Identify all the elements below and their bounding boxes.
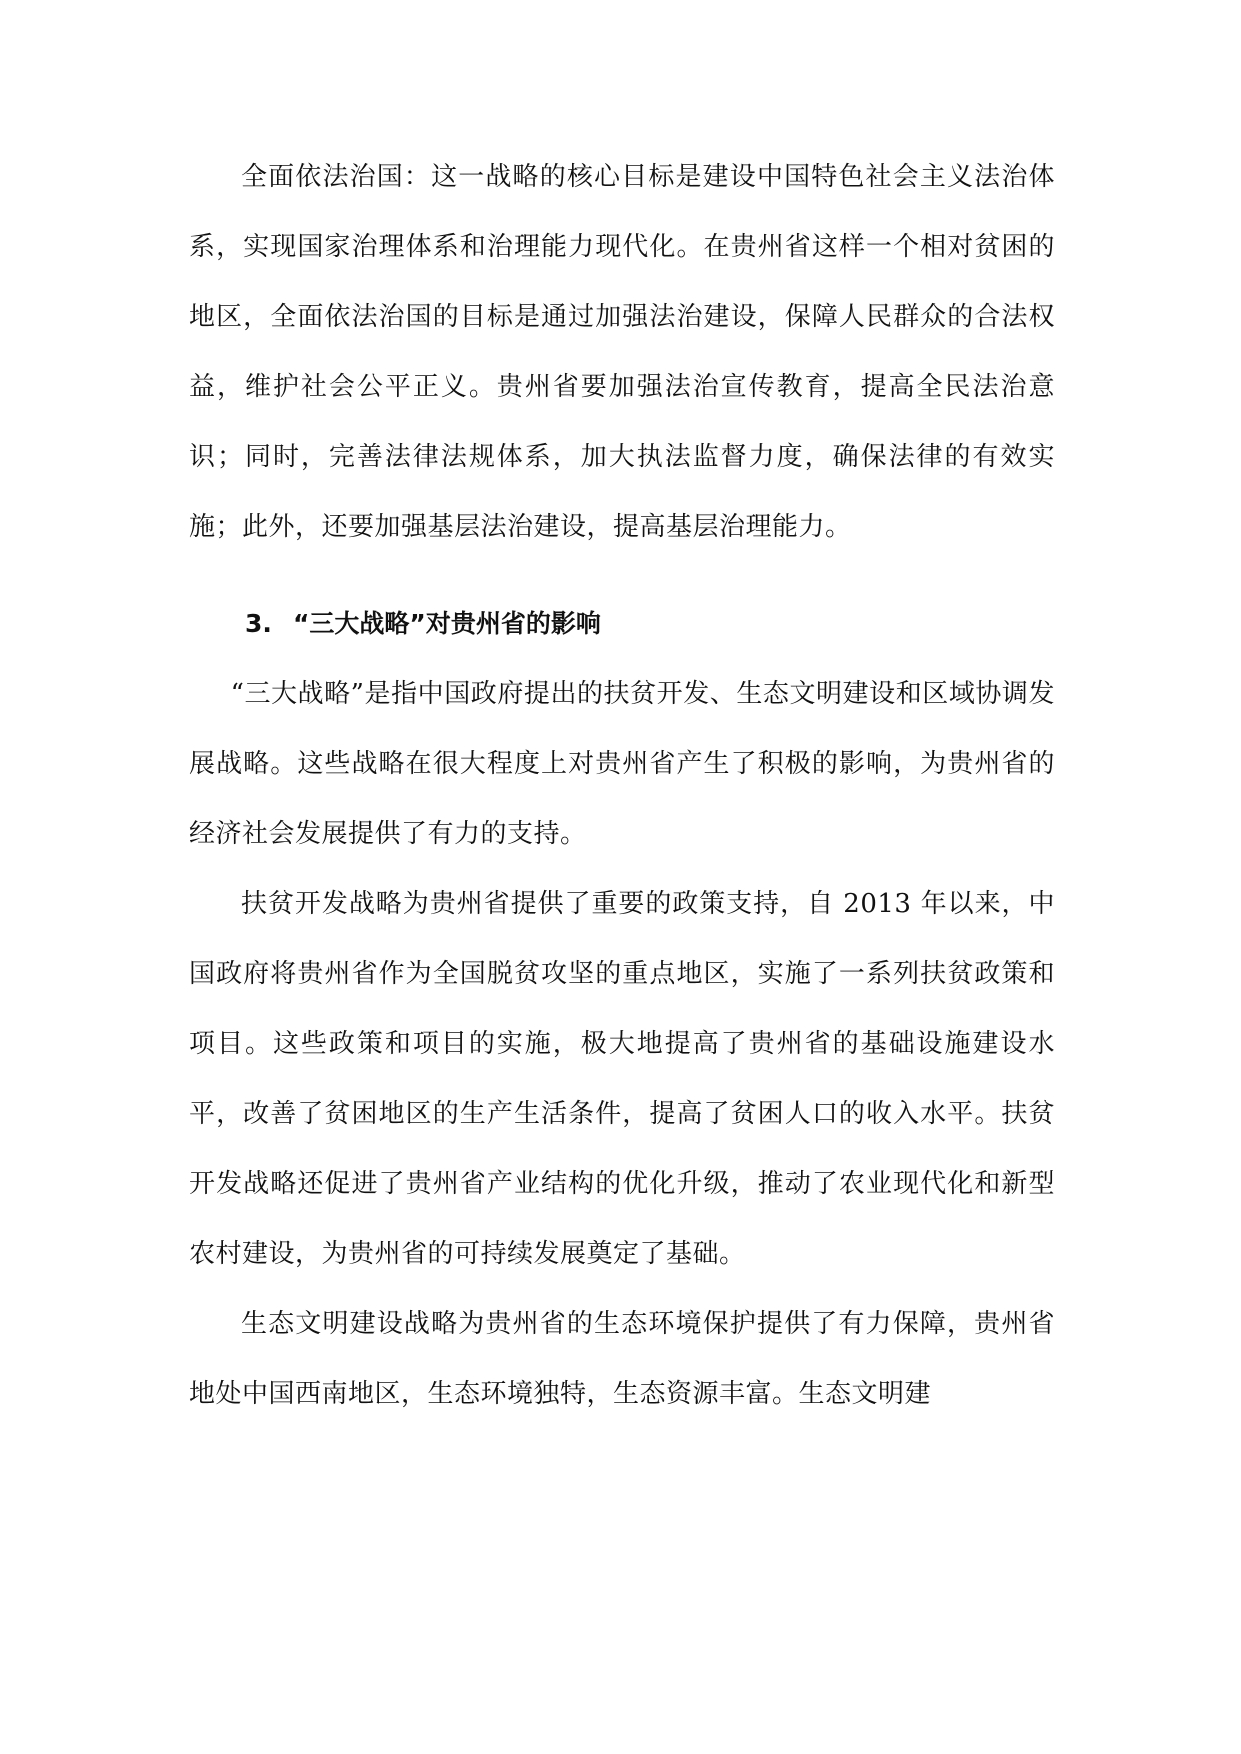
section-heading (189, 589, 1055, 659)
document-body (189, 142, 1055, 1429)
section-title: “三大战略”对贵州省的影响 (293, 609, 601, 638)
section-number: 3. (245, 609, 272, 638)
paragraph-ecological-civilization: 生态文明建设战略为贵州省的生态环境保护提供了有力保障，贵州省地处中国西南地区，生态环境独特，生态资源丰富。生态文明建 (189, 1309, 1055, 1409)
paragraph-rule-of-law: 全面依法治国：这一战略的核心目标是建设中国特色社会主义法治体系，实现国家治理体系和治理能力现代化。在贵州省这样一个相对贫困的地区，全面依法治国的目标是通过加强法治建设，保障人民群众的合法权益，维护社会公平正义。贵州省要加强法治宣传教育，提高全民法治意识；同时，完善法律法规体系，加大执法监督力度，确保法律的有效实施；此外，还要加强基层法治建设，提高基层治理能力。 (189, 162, 1055, 542)
paragraph-three-strategies: “三大战略”是指中国政府提出的扶贫开发、生态文明建设和区域协调发展战略。这些战略在很大程度上对贵州省产生了积极的影响，为贵州省的经济社会发展提供了有力的支持。 (189, 679, 1055, 849)
paragraph-poverty-alleviation: 扶贫开发战略为贵州省提供了重要的政策支持，自 2013 年以来，中国政府将贵州省作为全国脱贫攻坚的重点地区，实施了一系列扶贫政策和项目。这些政策和项目的实施，极大地提高了贵州省的基础设施建设水平，改善了贫困地区的生产生活条件，提高了贫困人口的收入水平。扶贫开发战略还促进了贵州省产业结构的优化升级，推动了农业现代化和新型农村建设，为贵州省的可持续发展奠定了基础。 (189, 889, 1055, 1269)
